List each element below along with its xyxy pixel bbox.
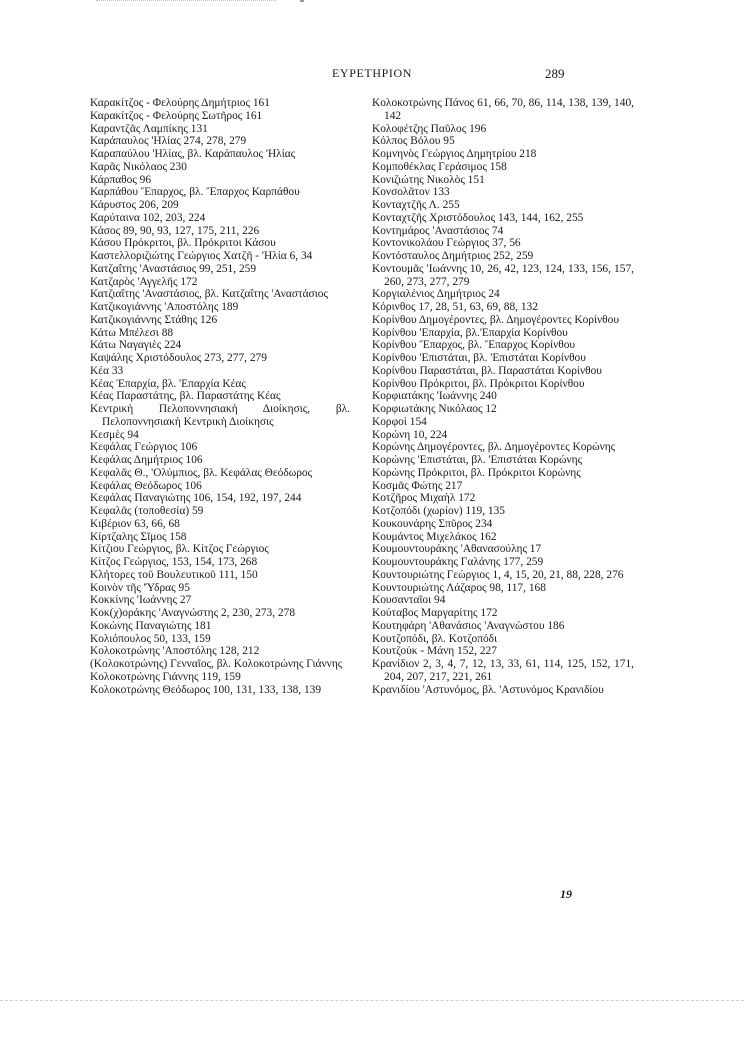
index-entry: Κονιζιώτης Νικολὸς 151 (372, 173, 485, 186)
index-entry: Κομνηνὸς Γεώργιος Δημητρίου 218 (372, 148, 537, 160)
index-entry: Κέας Παραστάτης, βλ. Παραστάτης Κέας (90, 390, 281, 403)
index-entry: Κουντουριώτης Γεώργιος 1, 4, 15, 20, 21, 88, 228, 276 (372, 568, 624, 581)
index-entry: Κεφαλᾶς Θ., 'Ολύμπιος, βλ. Κεφάλας Θεόδωρος (90, 466, 313, 479)
index-entry: Κουντουριώτης Λάζαρος 98, 117, 168 (372, 581, 546, 594)
index-entry: Κουμουντουράκης 'Αθανασούλης 17 (372, 543, 542, 556)
index-entry: Καρύταινα 102, 203, 224 (90, 211, 206, 224)
scan-edge-mark (96, 0, 276, 4)
index-entry: Κοργιαλένιος Δημήτριος 24 (372, 288, 500, 301)
index-entry: Κάτω Μπέλεσι 88 (90, 326, 174, 339)
index-entry: Κουσανταῖοι 94 (372, 594, 446, 607)
index-entry: Κορφιατάκης 'Ιωάννης 240 (372, 390, 497, 403)
index-entry: Κέας Ἐπαρχία, βλ. 'Επαρχία Κέας (90, 377, 246, 390)
index-entry: Κεφάλας Παναγιώτης 106, 154, 192, 197, 244 (90, 492, 302, 505)
index-entry: Κορίνθου Παραστάται, βλ. Παραστάται Κορίνθου (372, 364, 602, 377)
index-entry: Κοινὸν τῆς 'Ύδρας 95 (90, 581, 190, 594)
index-entry: Κουτζοπόδι, βλ. Κοτζοπόδι (372, 632, 498, 645)
index-entry: Κατζαρὸς 'Αγγελῆς 172 (90, 275, 198, 288)
index-entry: Κορφιωτάκης Νικόλαος 12 (372, 403, 497, 415)
index-entry: Κουτηφάρη 'Αθανάσιος 'Αναγνώστου 186 (372, 619, 565, 632)
index-entry: Κατζικογιάννης Στάθης 126 (90, 313, 218, 326)
index-entry: Κρανιδίου 'Αστυνόμος, βλ. 'Αστυνόμος Κρανιδίου (372, 683, 604, 696)
index-entry: Κορίνθου Ἔπαρχος, βλ. Ἔπαρχος Κορίνθου (372, 339, 576, 352)
index-entry: Κάτω Ναγαγιὲς 224 (90, 339, 182, 352)
index-entry: Κουτζούκ - Μάνη 152, 227 (372, 645, 497, 658)
index-entry: Καστελλοριζιώτης Γεώργιος Χατζῆ - 'Ηλία 6, 34 (90, 250, 313, 262)
index-entry: Κοντονικολάου Γεώργιος 37, 56 (372, 237, 521, 250)
index-entry: Κίτζος Γεώργιος, 153, 154, 173, 268 (90, 556, 258, 568)
index-entry: Κατζιαΐτης 'Αναστάσιος, βλ. Κατζαΐτης 'Αναστάσιος (90, 288, 328, 301)
index-entry: Κοντημάρος 'Αναστάσιος 74 (372, 224, 504, 237)
index-entry: Κεντρικὴ Πελοποννησιακὴ Διοίκησις, βλ. Πελοποννησιακὴ Κεντρικὴ Διοίκησις (90, 403, 350, 428)
index-entry: Κοκ(χ)οράκης 'Αναγνώστης 2, 230, 273, 278 (90, 607, 296, 619)
index-entry: Κολοκοτρώνης Γιάννης 119, 159 (90, 670, 241, 683)
index-entry: Κιβέριον 63, 66, 68 (90, 517, 180, 530)
index-entry: Κεφαλᾶς (τοποθεσία) 59 (90, 505, 204, 517)
index-entry: Κλήτορες τοῦ Βουλευτικοῦ 111, 150 (90, 568, 258, 581)
index-entry: Κοτζοπόδι (χωρίον) 119, 135 (372, 505, 505, 517)
index-entry: Κεφάλας Θεόδωρος 106 (90, 479, 202, 492)
page-number: 289 (545, 66, 565, 81)
index-entry: Κίρτζαλης Σῖμος 158 (90, 530, 187, 543)
index-entry: Καρακίτζος - Φελούρης Δημήτριος 161 (90, 97, 270, 109)
index-entry: Κεφάλας Δημήτριος 106 (90, 454, 203, 466)
index-entry: Κεφάλας Γεώργιος 106 (90, 441, 198, 454)
index-entry: Κοντόσταυλος Δημήτριος 252, 259 (372, 250, 534, 262)
scan-edge-mark (300, 0, 304, 2)
index-entry: Καρᾶς Νικόλαος 230 (90, 160, 187, 173)
index-entry: Κορφοὶ 154 (372, 415, 427, 428)
index-entry: Κονταχτζῆς Λ. 255 (372, 199, 460, 211)
index-entry: Κολοκοτρώνης Πάνος 61, 66, 70, 86, 114, 138, 139, 140, 142 (372, 97, 634, 122)
index-entry: Κορίνθου 'Επαρχία, βλ.'Επαρχία Κορίνθου (372, 326, 568, 339)
index-entry: Κονταχτζῆς Χριστόδουλος 143, 144, 162, 255 (372, 211, 584, 224)
index-entry: Κομποθέκλας Γεράσιμος 158 (372, 160, 507, 173)
index-entry: Καρπάθου Ἔπαρχος, βλ. Ἔπαρχος Καρπάθου (90, 186, 300, 199)
index-entry: Καραπαύλου 'Ηλίας, βλ. Καράπαυλος 'Ηλίας (90, 148, 296, 160)
index-entry: Κουμουντουράκης Γαλάνης 177, 259 (372, 556, 544, 568)
index-entry: Κορίνθου Δημογέροντες, βλ. Δημογέροντες Κορίνθου (372, 313, 619, 326)
index-entry: Κάσος 89, 90, 93, 127, 175, 211, 226 (90, 224, 260, 237)
index-entry: Καραντζᾶς Λαμπίκης 131 (90, 122, 208, 135)
index-entry: Κοτζῆρος Μιχαὴλ 172 (372, 492, 476, 505)
index-entry: Κονσολᾶτον 133 (372, 186, 450, 199)
index-entry: Καρακίτζος - Φελούρης Σωτῆρος 161 (90, 109, 263, 122)
index-entry: Κεσμὲς 94 (90, 428, 139, 441)
index-entry: Κατζικογιάννης 'Αποστόλης 189 (90, 301, 239, 313)
index-entry: Κολιόπουλος 50, 133, 159 (90, 632, 211, 645)
index-entry: Κούταβος Μαργαρίτης 172 (372, 607, 498, 619)
index-entry: Κάρυστος 206, 209 (90, 199, 179, 211)
index-entry: Κρανίδιον 2, 3, 4, 7, 12, 13, 33, 61, 114, 125, 152, 171, 204, 207, 217, 221, 261 (372, 658, 634, 683)
index-entry: Καράπαυλος 'Ηλίας 274, 278, 279 (90, 135, 247, 148)
signature-mark: 19 (560, 887, 572, 901)
index-entry: Κοκκίνης 'Ιωάννης 27 (90, 594, 192, 607)
index-entry: Κάσου Πρόκριτοι, βλ. Πρόκριτοι Κάσου (90, 237, 276, 250)
index-entry: Κίτζιου Γεώργιος, βλ. Κίτζος Γεώργιος (90, 543, 269, 556)
index-entry: Κουμάντος Μιχελάκος 162 (372, 530, 497, 543)
index-entry: Κοντουμᾶς 'Ιωάννης 10, 26, 42, 123, 124, 133, 156, 157, 260, 273, 277, 279 (372, 262, 634, 288)
index-entry: Κορώνης 'Επιστάται, βλ. 'Επιστάται Κορώνης (372, 454, 583, 466)
index-entry: (Κολοκοτρώνης) Γενναῖος, βλ. Κολοκοτρώνης Γιάννης (90, 658, 343, 670)
index-entry: Κάρπαθος 96 (90, 173, 152, 186)
index-column-right (372, 97, 636, 696)
index-entry: Κόλπος Βόλου 95 (372, 135, 455, 148)
index-entry: Κορίνθου 'Επιστάται, βλ. 'Επιστάται Κορίνθου (372, 352, 586, 364)
index-entry: Κορώνη 10, 224 (372, 428, 448, 441)
index-entry: Κουκουνάρης Σπῦρος 234 (372, 517, 493, 530)
index-entry: Κορώνης Πρόκριτοι, βλ. Πρόκριτοι Κορώνης (372, 466, 581, 479)
index-entry: Κοκώνης Παναγιώτης 181 (90, 619, 212, 632)
index-entry: Κατζαΐτης 'Αναστάσιος 99, 251, 259 (90, 262, 257, 275)
index-entry: Κορίνθου Πρόκριτοι, βλ. Πρόκριτοι Κορίνθου (372, 377, 585, 390)
index-column-left (90, 97, 352, 696)
running-header: ΕΥΡΕΤΗΡΙΟΝ (332, 66, 412, 80)
index-entry: Κέα 33 (90, 364, 124, 377)
index-entry: Κολοφέτζης Παῦλος 196 (372, 122, 487, 135)
index-entry: Καψάλης Χριστόδουλος 273, 277, 279 (90, 352, 267, 364)
index-entry: Κόρινθος 17, 28, 51, 63, 69, 88, 132 (372, 301, 538, 313)
index-entry: Κοσμᾶς Φώτης 217 (372, 479, 463, 492)
scan-bottom-rule (0, 1000, 744, 1002)
index-entry: Κολοκοτρώνης 'Αποστόλης 128, 212 (90, 645, 260, 658)
index-entry: Κορώνης Δημογέροντες, βλ. Δημογέροντες Κορώνης (372, 441, 616, 454)
index-entry: Κολοκοτρώνης Θεόδωρος 100, 131, 133, 138, 139 (90, 683, 322, 696)
